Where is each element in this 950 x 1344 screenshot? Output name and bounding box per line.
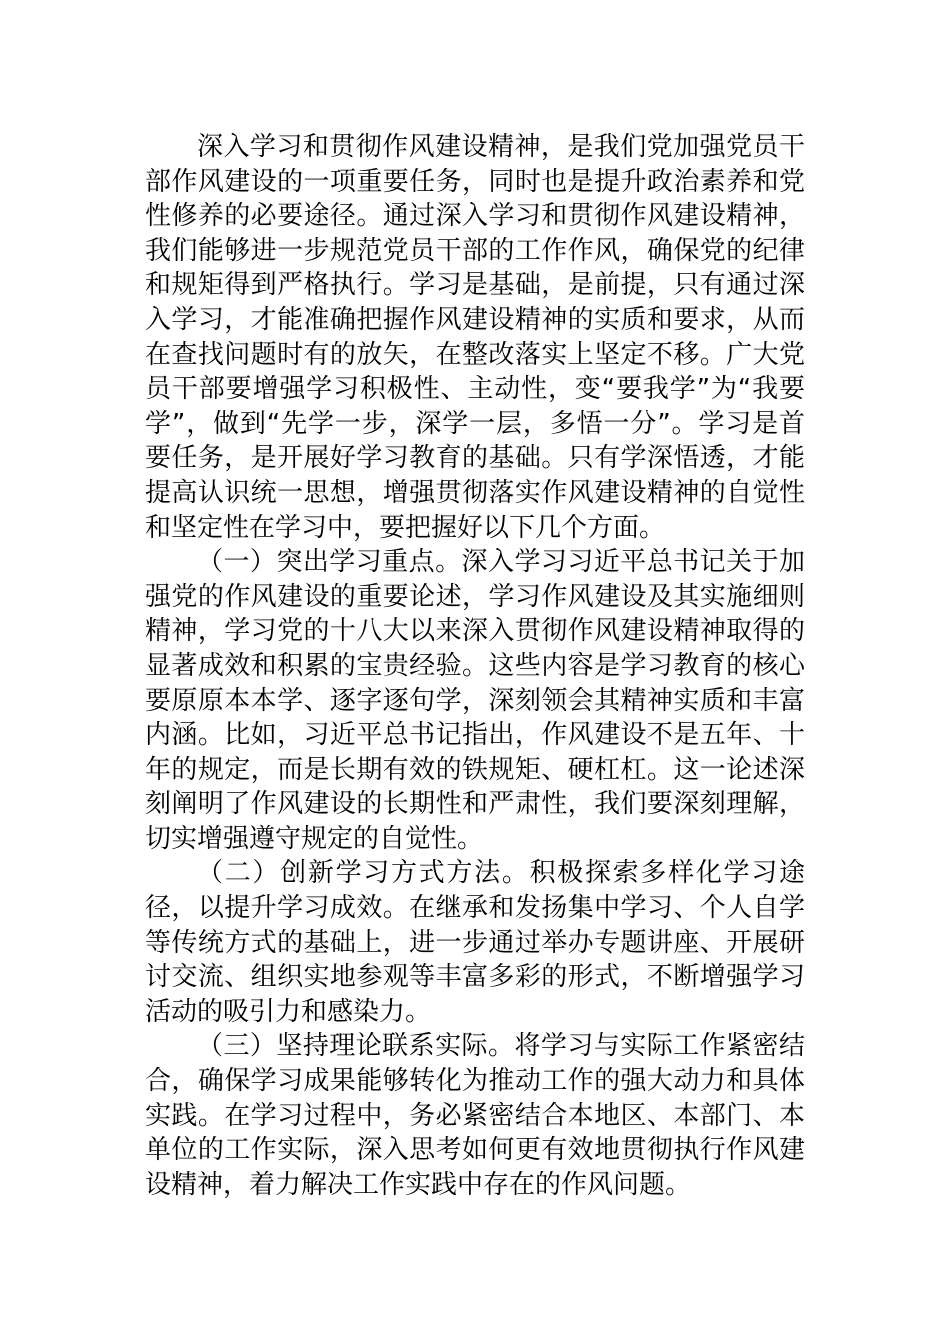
document-body xyxy=(145,130,805,1202)
paragraph-section-2: （二）创新学习方式方法。积极探索多样化学习途径，以提升学习成效。在继承和发扬集中学习、个人自学等传统方式的基础上，进一步通过举办专题讲座、开展研讨交流、组织实地参观等丰富多彩的形式，不断增强学习活动的吸引力和感染力。 xyxy=(145,858,805,1027)
paragraph-section-1: （一）突出学习重点。深入学习习近平总书记关于加强党的作风建设的重要论述，学习作风建设及其实施细则精神，学习党的十八大以来深入贯彻作风建设精神取得的显著成效和积累的宝贵经验。这些内容是学习教育的核心要原原本本学、逐字逐句学，深刻领会其精神实质和丰富内涵。比如，习近平总书记指出，作风建设不是五年、十年的规定，而是长期有效的铁规矩、硬杠杠。这一论述深刻阐明了作风建设的长期性和严肃性，我们要深刻理解，切实增强遵守规定的自觉性。 xyxy=(145,547,805,854)
paragraph-section-3: （三）坚持理论联系实际。将学习与实际工作紧密结合，确保学习成果能够转化为推动工作的强大动力和具体实践。在学习过程中，务必紧密结合本地区、本部门、本单位的工作实际，深入思考如何更有效地贯彻执行作风建设精神，着力解决工作实践中存在的作风问题。 xyxy=(145,1031,805,1200)
paragraph-intro: 深入学习和贯彻作风建设精神，是我们党加强党员干部作风建设的一项重要任务，同时也是提升政治素养和党性修养的必要途径。通过深入学习和贯彻作风建设精神，我们能够进一步规范党员干部的工作作风，确保党的纪律和规矩得到严格执行。学习是基础，是前提，只有通过深入学习，才能准确把握作风建设精神的实质和要求，从而在查找问题时有的放矢，在整改落实上坚定不移。广大党员干部要增强学习积极性、主动性，变“要我学”为“我要学”，做到“先学一步，深学一层，多悟一分”。学习是首要任务，是开展好学习教育的基础。只有学深悟透，才能提高认识统一思想，增强贯彻落实作风建设精神的自觉性和坚定性在学习中，要把握好以下几个方面。 xyxy=(145,132,805,543)
